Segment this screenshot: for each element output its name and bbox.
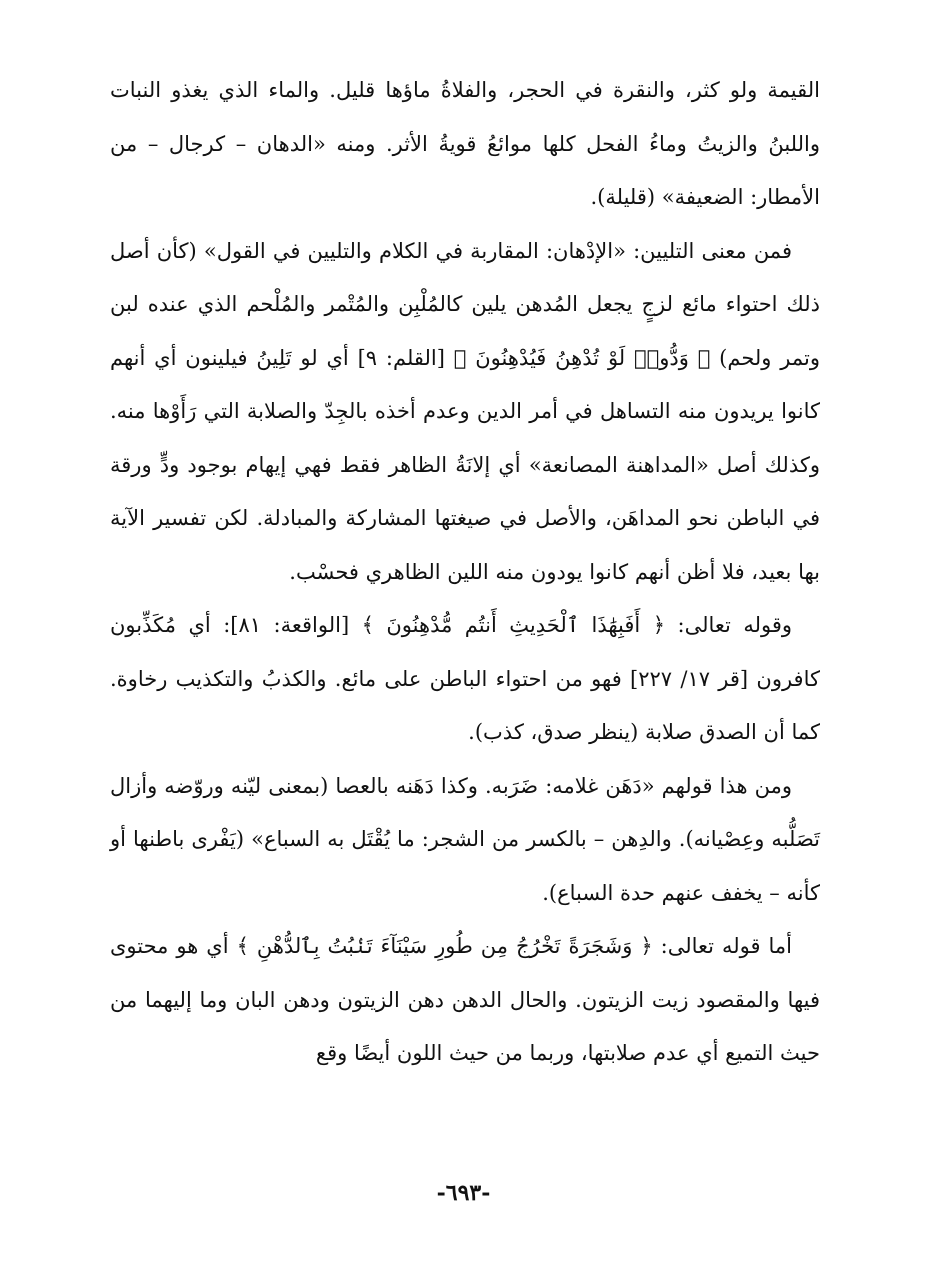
paragraph-2 — [110, 225, 820, 600]
paragraph-2-text: فمن معنى التليين: «الإدْهان: المقاربة في الكلام والتليين في القول» (كأن أصل ذلك احتواء مائع لزجٍ يجعل المُدهن يلين كالمُلْبِن والمُتْمر والمُلْحم الذي عنده لبن وتمر ولحم) ﴿ وَدُّوا۟ لَوْ تُدْهِنُ فَيُدْهِنُونَ ﴾ [القلم: ٩] أي لو تَلِينُ فيلينون أي أنهم كانوا يريدون منه التساهل في أمر الدين وعدم أخذه بالجِدّ والصلابة التي رَأَوْها منه. وكذلك أصل «المداهنة المصانعة» أي إلانَةُ الظاهر فقط فهي إيهام بوجود ودٍّ ورقة في الباطن نحو المداهَن، والأصل في صيغتها المشاركة والمبادلة. لكن تفسير الآية بها بعيد، فلا أظن أنهم كانوا يودون منه اللين الظاهري فحسْب. — [110, 238, 820, 584]
paragraph-4 — [110, 760, 820, 921]
paragraph-1-text: القيمة ولو كثر، والنقرة في الحجر، والفلاةُ ماؤها قليل. والماء الذي يغذو النبات واللبنُ والزيتُ وماءُ الفحل كلها موائعُ قويةُ الأثر. ومنه «الدهان – كرجال – من الأمطار: الضعيفة» (قليلة). — [110, 78, 820, 209]
page-number: -٦٩٣- — [436, 1180, 491, 1206]
paragraph-5-text: أما قوله تعالى: ﴿ وَشَجَرَةً تَخْرُجُ مِن طُورِ سَيْنَآءَ تَنۢبُتُ بِٱلدُّهْنِ ﴾ أي هو محتوى فيها والمقصود زيت الزيتون. والحال الدهن دهن الزيتون ودهن البان وما إليهما من حيث التميع أي عدم صلابتها، وربما من حيث اللون أيضًا وقع — [110, 934, 820, 1065]
paragraph-1 — [110, 64, 820, 225]
body-text — [110, 64, 820, 1081]
paragraph-3-text: وقوله تعالى: ﴿ أَفَبِهَٰذَا ٱلْحَدِيثِ أَنتُم مُّدْهِنُونَ ﴾ [الواقعة: ٨١]: أي مُكَذِّبون كافرون [قر ١٧/ ٢٢٧] فهو من احتواء الباطن على مائع. والكذبُ والتكذيب رخاوة. كما أن الصدق صلابة (ينظر صدق، كذب). — [110, 613, 820, 744]
paragraph-4-text: ومن هذا قولهم «دَهَن غلامه: ضَرَبه. وكذا دَهَنه بالعصا (بمعنى ليّنه وروّضه وأزال تَصَلُّبه وعِصْيانه). والدِهن – بالكسر من الشجر: ما يُقْتَل به السباع» (يَفْرى باطنها أو كأنه – يخفف عنهم حدة السباع). — [110, 773, 820, 905]
paragraph-3 — [110, 599, 820, 760]
paragraph-5 — [110, 920, 820, 1081]
